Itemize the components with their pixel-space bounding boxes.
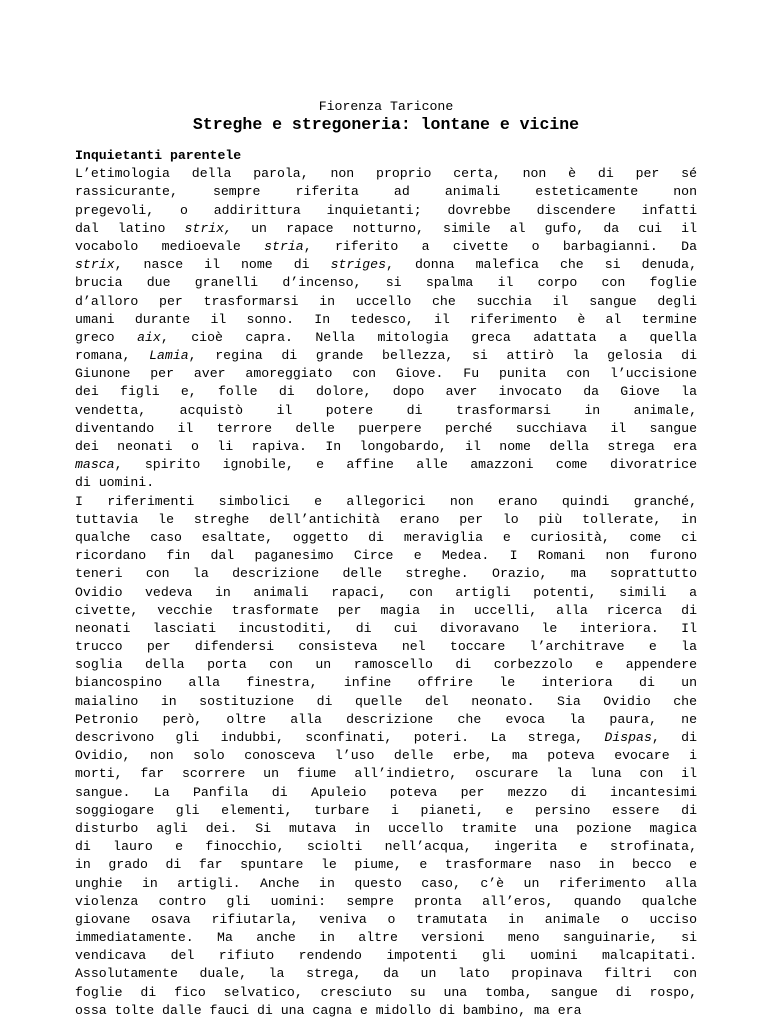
- text-run: giovane osava rifiutarla, veniva o tramutata in animale o ucciso: [75, 911, 697, 927]
- text-run: sangue. La Panfila di Apuleio poteva per mezzo di incantesimi: [75, 784, 697, 800]
- text-line: [75, 856, 697, 874]
- text-run: rassicurante, sempre riferita ad animali esteticamente non: [75, 184, 697, 200]
- text-line: [75, 456, 697, 474]
- text-run: biancospino alla finestra, infine offrire le interiora di un: [75, 675, 697, 691]
- text-run: disturbo agli dei. Si mutava in uccello tramite una pozione magica: [75, 820, 697, 836]
- italic-term: striges: [330, 257, 387, 273]
- text-line: [75, 674, 697, 692]
- paragraph: [75, 493, 697, 1020]
- text-run: immediatamente. Ma anche in altre versioni meno sanguinarie, si: [75, 930, 697, 946]
- text-run: diventando il terrore delle puerpere perché succhiava il sangue: [75, 420, 697, 436]
- text-run: di lauro e finocchio, sciolti nell’acqua, ingerita e strofinata,: [75, 839, 697, 855]
- text-run: in grado di far spuntare le piume, e trasformare naso in becco e: [75, 857, 697, 873]
- text-run: di uomini.: [75, 475, 155, 491]
- text-line: [75, 820, 697, 838]
- text-run: , riferito a civette o barbagianni. Da: [303, 238, 697, 254]
- text-line: [75, 1002, 697, 1020]
- paragraph: [75, 165, 697, 492]
- text-line: [75, 365, 697, 383]
- text-line: [75, 274, 697, 292]
- text-line: [75, 547, 697, 565]
- italic-term: aix: [137, 329, 161, 345]
- text-run: dei figli e, folle di dolore, dopo aver invocato da Giove la: [75, 384, 697, 400]
- text-run: vendetta, acquistò il potere di trasformarsi in animale,: [75, 402, 697, 418]
- text-run: L’etimologia della parola, non proprio certa, non è di per sé: [75, 166, 697, 182]
- text-line: [75, 693, 697, 711]
- text-run: unghie in artigli. Anche in questo caso, c’è un riferimento alla: [75, 875, 697, 891]
- text-line: [75, 911, 697, 929]
- text-line: [75, 256, 697, 274]
- text-line: [75, 311, 697, 329]
- text-line: [75, 638, 697, 656]
- text-line: [75, 602, 697, 620]
- section-heading: Inquietanti parentele: [75, 148, 242, 163]
- text-run: , cioè capra. Nella mitologia greca adattata a quella: [160, 329, 697, 345]
- text-line: [75, 893, 697, 911]
- text-run: teneri con la descrizione delle streghe. Orazio, ma soprattutto: [75, 566, 697, 582]
- text-line: [75, 420, 697, 438]
- text-line: [75, 838, 697, 856]
- text-line: [75, 729, 697, 747]
- text-run: dal latino: [75, 220, 185, 236]
- text-run: Petronio però, oltre alla descrizione che evoca la paura, ne: [75, 711, 697, 727]
- text-line: [75, 402, 697, 420]
- text-line: [75, 329, 697, 347]
- text-run: tuttavia le streghe dell’antichità erano per lo più tollerate, in: [75, 511, 697, 527]
- text-run: , di: [651, 730, 697, 746]
- text-run: vendicava del rifiuto rendendo impotenti gli uomini malcapitati.: [75, 948, 697, 964]
- text-run: trucco per difendersi consisteva nel toccare l’architrave e la: [75, 639, 697, 655]
- text-run: soglia della porta con un ramoscello di corbezzolo e appendere: [75, 657, 697, 673]
- text-line: [75, 984, 697, 1002]
- text-run: romana,: [75, 348, 150, 364]
- text-line: [75, 220, 697, 238]
- text-line: [75, 183, 697, 201]
- italic-term: Dispas: [604, 730, 652, 746]
- text-run: foglie di fico selvatico, cresciuto su una tomba, sangue di rospo,: [75, 984, 697, 1000]
- text-run: Ovidio vedeva in animali rapaci, con artigli potenti, simili a: [75, 584, 697, 600]
- text-line: [75, 293, 697, 311]
- italic-term: strix,: [184, 220, 232, 236]
- text-run: , nasce il nome di: [114, 257, 331, 273]
- text-run: pregevoli, o addirittura inquietanti; dovrebbe discendere infatti: [75, 202, 697, 218]
- text-line: [75, 965, 697, 983]
- text-run: ricordano fin dal paganesimo Circe e Medea. I Romani non furono: [75, 548, 697, 564]
- text-line: [75, 474, 697, 492]
- italic-term: stria: [264, 238, 304, 254]
- text-run: civette, vecchie trasformate per magia in uccelli, alla ricerca di: [75, 602, 697, 618]
- text-line: [75, 765, 697, 783]
- text-run: maialino in sostituzione di quelle del neonato. Sia Ovidio che: [75, 693, 697, 709]
- text-line: [75, 202, 697, 220]
- text-line: [75, 929, 697, 947]
- text-run: , donna malefica che si denuda,: [386, 257, 697, 273]
- text-line: [75, 875, 697, 893]
- text-line: [75, 529, 697, 547]
- text-run: greco: [75, 329, 138, 345]
- text-run: Assolutamente duale, la strega, da un lato propinava filtri con: [75, 966, 697, 982]
- text-line: [75, 383, 697, 401]
- text-line: [75, 784, 697, 802]
- text-run: dei neonati o li rapiva. In longobardo, il nome della strega era: [75, 439, 697, 455]
- text-run: brucia due granelli d’incenso, si spalma il corpo con foglie: [75, 275, 697, 291]
- text-line: [75, 656, 697, 674]
- text-line: [75, 493, 697, 511]
- author-name: Fiorenza Taricone: [318, 99, 454, 114]
- text-line: [75, 565, 697, 583]
- text-run: violenza contro gli uomini: sempre pronta all’eros, quando qualche: [75, 893, 697, 909]
- text-run: neonati lasciati incustoditi, di cui divoravano le interiora. Il: [75, 620, 697, 636]
- text-run: morti, far scorrere un fiume all’indietro, oscurare la luna con il: [75, 766, 697, 782]
- text-run: Giunone per aver amoreggiato con Giove. Fu punita con l’uccisione: [75, 366, 697, 382]
- italic-term: masca: [75, 457, 115, 473]
- italic-term: Lamia: [149, 348, 189, 364]
- text-run: Ovidio, non solo conosceva l’uso delle erbe, ma poteva evocare i: [75, 748, 697, 764]
- text-run: vocabolo medioevale: [75, 238, 265, 254]
- italic-term: strix: [75, 257, 115, 273]
- text-line: [75, 620, 697, 638]
- text-run: descrivono gli indubbi, sconfinati, poteri. La strega,: [75, 730, 605, 746]
- text-line: [75, 438, 697, 456]
- body-text: [75, 165, 697, 1020]
- text-run: , spirito ignobile, e affine alle amazzoni come divoratrice: [114, 457, 697, 473]
- text-line: [75, 747, 697, 765]
- text-line: [75, 947, 697, 965]
- text-run: ossa tolte dalle fauci di una cagna e midollo di bambino, ma era: [75, 1002, 582, 1018]
- text-line: [75, 238, 697, 256]
- text-run: qualche caso esaltate, oggetto di meraviglia e curiosità, come ci: [75, 529, 697, 545]
- text-line: [75, 165, 697, 183]
- text-run: soggiogare gli elementi, turbare i pianeti, e persino essere di: [75, 802, 697, 818]
- text-run: d’alloro per trasformarsi in uccello che succhia il sangue degli: [75, 293, 697, 309]
- text-line: [75, 584, 697, 602]
- text-run: , regina di grande bellezza, si attirò la gelosia di: [188, 348, 697, 364]
- text-line: [75, 511, 697, 529]
- text-run: un rapace notturno, simile al gufo, da cui il: [231, 220, 697, 236]
- document-title: Streghe e stregoneria: lontane e vicine: [192, 115, 580, 134]
- document-page: [75, 99, 697, 1020]
- text-line: [75, 347, 697, 365]
- text-line: [75, 802, 697, 820]
- text-run: I riferimenti simbolici e allegorici non erano quindi granché,: [75, 493, 697, 509]
- text-run: umani durante il sonno. In tedesco, il riferimento è al termine: [75, 311, 697, 327]
- text-line: [75, 711, 697, 729]
